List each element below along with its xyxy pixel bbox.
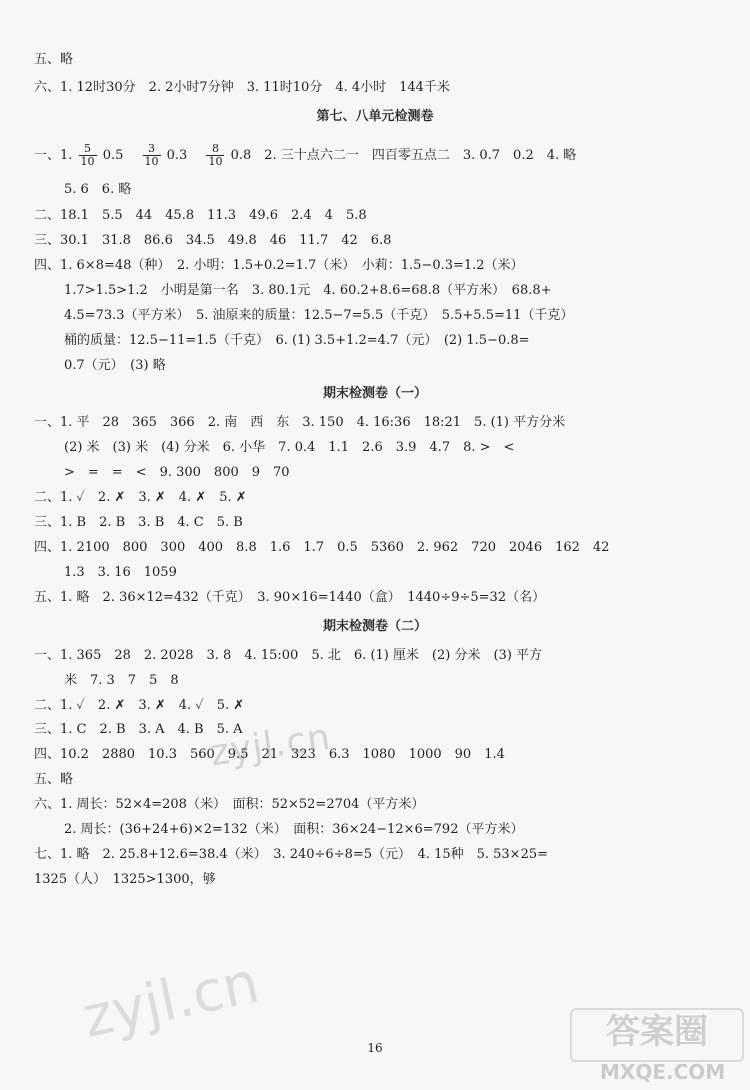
answer-line: 二、18.1 5.5 44 45.8 11.3 49.6 2.4 4 5.8 <box>34 208 367 223</box>
answer-line: 一、1. 365 28 2. 2028 3. 8 4. 15:00 5. 北 6. (1) 厘米 (2) 分米 (3) 平方 <box>34 648 543 663</box>
section-heading: 第七、八单元检测卷 <box>316 109 434 124</box>
answer-line: 四、1. 6×8=48（种） 2. 小明：1.5+0.2=1.7（米） 小莉：1.5−0.3=1.2（米） <box>34 258 524 273</box>
answer-line: 六、1. 12时30分 2. 2小时7分钟 3. 11时10分 4. 4小时 144千米 <box>34 80 450 95</box>
answer-line: 七、1. 略 2. 25.8+12.6=38.4（米） 3. 240÷6÷8=5（元） 4. 15种 5. 53×25= <box>34 847 549 862</box>
answer-line: 五、略 <box>34 772 74 787</box>
answer-line-fractions: 一、1. $\frac{5}{10}$ 0.5 $\frac{3}{10}$ 0.3 $\frac{8}{10}$ 0.8 2. 三十点六二一 四百零五点二 3. 0.7 0.2 4. 略 <box>34 142 577 168</box>
section-heading: 期末检测卷（二） <box>322 619 427 634</box>
answer-line: 4.5=73.3（平方米） 5. 油原来的质量：12.5−7=5.5（千克） 5.5+5.5=11（千克） <box>64 308 574 323</box>
answer-line: 四、10.2 2880 10.3 560 9.5 21 323 6.3 1080 1000 90 1.4 <box>34 747 505 762</box>
answer-line: 一、1. 平 28 365 366 2. 南 西 东 3. 150 4. 16:36 18:21 5. (1) 平方分米 <box>34 415 566 430</box>
answer-line: 1.3 3. 16 1059 <box>64 565 177 580</box>
fraction: $\frac{3}{10}$ <box>144 142 159 168</box>
answer-line: 米 7. 3 7 5 8 <box>64 673 179 688</box>
answer-line: 桶的质量：12.5−11=1.5（千克） 6. (1) 3.5+1.2=4.7（元） (2) 1.5−0.8= <box>64 333 530 348</box>
watermark-logo-url: MXQE.COM <box>600 1060 726 1084</box>
answer-line: 三、30.1 31.8 86.6 34.5 49.8 46 11.7 42 6.8 <box>34 233 392 248</box>
answer-line: 三、1. C 2. B 3. A 4. B 5. A <box>34 722 243 737</box>
answer-line: 5. 6 6. 略 <box>64 182 132 197</box>
answer-line: (2) 米 (3) 米 (4) 分米 6. 小华 7. 0.4 1.1 2.6 3.9 4.7 8. > < <box>64 440 515 455</box>
page-number: 16 <box>367 1041 383 1055</box>
answer-line: 四、1. 2100 800 300 400 8.8 1.6 1.7 0.5 5360 2. 962 720 2046 162 42 <box>34 540 610 555</box>
answer-line: 三、1. B 2. B 3. B 4. C 5. B <box>34 515 243 530</box>
fraction: $\frac{5}{10}$ <box>80 142 95 168</box>
answer-line: 1325（人） 1325>1300，够 <box>34 872 216 887</box>
answer-line: 五、略 <box>34 52 74 67</box>
watermark-small: zyjl.cn <box>207 716 334 775</box>
watermark-logo: 答案圈 <box>570 1008 744 1062</box>
watermark-large: zyjl.cn <box>77 950 265 1051</box>
answer-line: 2. 周长：(36+24+6)×2=132（米） 面积：36×24−12×6=792（平方米） <box>64 822 524 837</box>
answer-line: > = = < 9. 300 800 9 70 <box>64 465 290 480</box>
section-heading: 期末检测卷（一） <box>322 386 427 401</box>
answer-line: 二、1. ✓ 2. ✗ 3. ✗ 4. ✗ 5. ✗ <box>34 490 247 505</box>
answer-line: 二、1. ✓ 2. ✗ 3. ✗ 4. ✓ 5. ✗ <box>34 698 245 713</box>
answer-line: 五、1. 略 2. 36×12=432（千克） 3. 90×16=1440（盒） 1440÷9÷5=32（名） <box>34 590 546 605</box>
answer-line: 1.7>1.5>1.2 小明是第一名 3. 80.1元 4. 60.2+8.6=68.8（平方米） 68.8+ <box>64 283 552 298</box>
fraction: $\frac{8}{10}$ <box>208 142 223 168</box>
answer-line: 六、1. 周长：52×4=208（米） 面积：52×52=2704（平方米） <box>34 797 425 812</box>
answer-line: 0.7（元） (3) 略 <box>64 358 166 373</box>
